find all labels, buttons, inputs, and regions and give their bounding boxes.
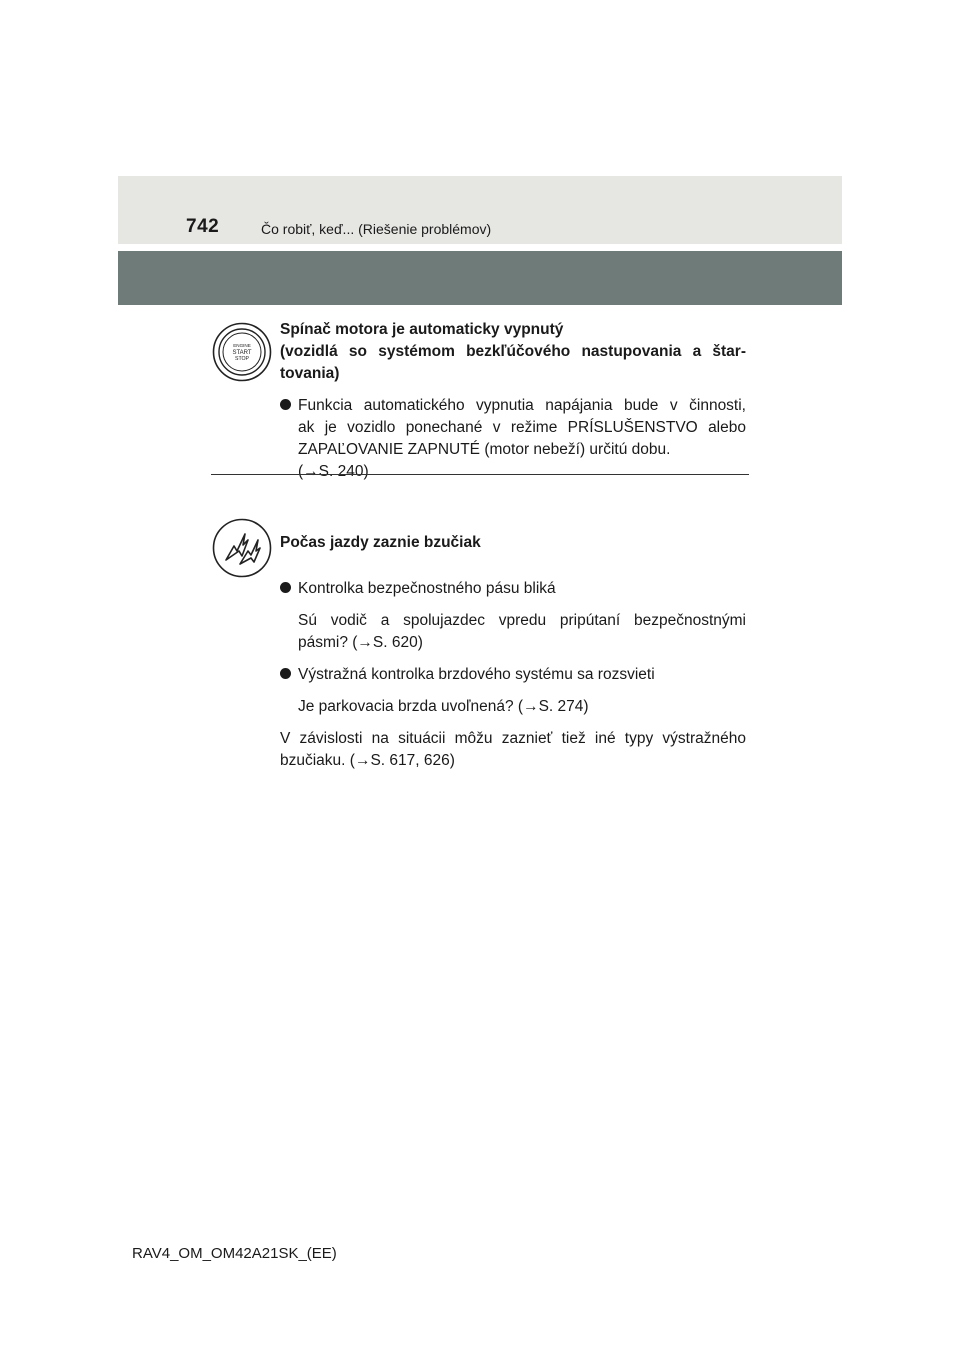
section2-text	[280, 578, 746, 772]
section2-bullet1	[280, 578, 746, 600]
section2-bullet2-text: Výstražná kontrolka brzdového systému sa rozsvieti	[298, 666, 655, 683]
section1-text	[280, 319, 746, 483]
section-bar	[118, 251, 842, 305]
icon-text-stop: STOP	[234, 356, 250, 362]
icon-text-engine: ENGINE	[233, 343, 251, 348]
document-code: RAV4_OM_OM42A21SK_(EE)	[132, 1245, 337, 1262]
bullet-icon	[280, 668, 291, 679]
section2-note-line2: bzučiaku. (→S. 617, 626)	[280, 752, 455, 769]
section1-bullet-line3: ZAPAĽOVANIE ZAPNUTÉ (motor nebeží) určitú dobu.	[298, 441, 671, 458]
section2-heading: Počas jazdy zaznie bzučiak	[280, 534, 481, 551]
chapter-title: Čo robiť, keď... (Riešenie problémov)	[261, 221, 492, 237]
engine-start-stop-icon	[212, 322, 272, 382]
section-divider	[211, 474, 749, 475]
section1-bullet-line1: Funkcia automatického vypnutia napájania bude v činnosti,	[298, 397, 746, 414]
section2-bullet2-detail: Je parkovacia brzda uvoľnená? (→S. 274)	[298, 698, 589, 715]
page-number: 742	[186, 216, 220, 237]
section2-bullet1-text: Kontrolka bezpečnostného pásu bliká	[298, 580, 556, 597]
section2-bullet1-detail	[280, 610, 746, 654]
buzzer-warning-icon	[212, 518, 272, 578]
section1-bullet-ref: (→S. 240)	[298, 463, 369, 480]
section2-bullet1-detail-line1: Sú vodič a spolujazdec vpredu pripútaní bezpečnostnými	[298, 612, 746, 629]
section1-bullet	[280, 395, 746, 483]
section1-heading	[280, 319, 746, 385]
section1-bullet-line2: ak je vozidlo ponechané v režime PRÍSLUŠENSTVO alebo	[298, 419, 746, 436]
bullet-icon	[280, 399, 291, 410]
section2-bullet2	[280, 664, 746, 686]
section1-heading-line3: tovania)	[280, 365, 340, 382]
section2-bullet1-detail-line2: pásmi? (→S. 620)	[298, 634, 423, 651]
icon-text-start: START	[232, 350, 252, 356]
section1-heading-line1: Spínač motora je automaticky vypnutý	[280, 321, 564, 338]
section2-note-line1: V závislosti na situácii môžu zaznieť tiež iné typy výstražného	[280, 730, 746, 747]
section1-heading-line2: (vozidlá so systémom bezkľúčového nastupovania a štar-	[280, 343, 746, 360]
bullet-icon	[280, 582, 291, 593]
section2-note	[280, 728, 746, 772]
